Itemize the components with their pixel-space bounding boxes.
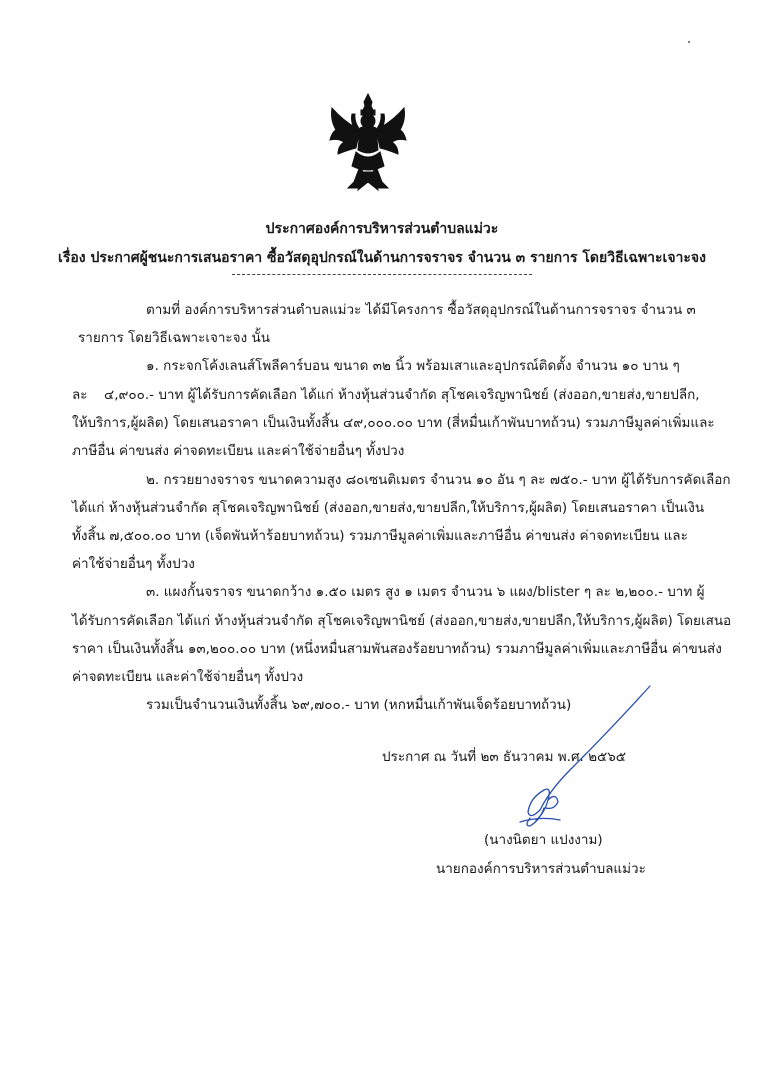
scan-speck (688, 41, 690, 43)
item3-line-4: ค่าจดทะเบียน และค่าใช้จ่ายอื่นๆ ทั้งปวง (72, 669, 304, 685)
signer-name: (นางนิตยา แปงงาม) (484, 832, 603, 848)
item2-line-3: ทั้งสิ้น ๗,๕๐๐.๐๐ บาท (เจ็ดพันห้าร้อยบาทถ้วน) รวมภาษีมูลค่าเพิ่มและภาษีอื่น ค่าขนส่ง ค่าจดทะเบียน และ (72, 528, 688, 544)
item1-line-2: ๔,๙๐๐.- บาท ผู้ได้รับการคัดเลือก ได้แก่ ห้างหุ้นส่วนจำกัด สุโชคเจริญพานิชย์ (ส่งออก,ขายส่ง,ขายปลีก, (104, 387, 700, 403)
item3-line-1: ๓. แผงกั้นจราจร ขนาดกว้าง ๑.๕๐ เมตร สูง ๑ เมตร จำนวน ๖ แผง/blister ๆ ละ ๒,๒๐๐.- บาท ผู้ (146, 584, 705, 600)
document-subject: เรื่อง ประกาศผู้ชนะการเสนอราคา ซื้อวัสดุอุปกรณ์ในด้านการจราจร จำนวน ๓ รายการ โดยวิธีเฉพาะเจาะจง (58, 250, 706, 266)
item2-line-1: ๒. กรวยยางจราจร ขนาดความสูง ๘๐เซนติเมตร จำนวน ๑๐ อัน ๆ ละ ๗๕๐.- บาท ผู้ได้รับการคัดเลือก (146, 472, 731, 488)
signer-title: นายกองค์การบริหารส่วนตำบลแม่วะ (436, 861, 646, 877)
document-title: ประกาศองค์การบริหารส่วนตำบลแม่วะ (265, 221, 499, 237)
intro-line-1: ตามที่ องค์การบริหารส่วนตำบลแม่วะ ได้มีโครงการ ซื้อวัสดุอุปกรณ์ในด้านการจราจร จำนวน ๓ (146, 302, 696, 318)
intro-line-2: รายการ โดยวิธีเฉพาะเจาะจง นั้น (78, 330, 270, 346)
item3-line-2: ได้รับการคัดเลือก ได้แก่ ห้างหุ้นส่วนจำกัด สุโชคเจริญพานิชย์ (ส่งออก,ขายส่ง,ขายปลีก,ให้บริการ,ผู้ผลิต) โดยเสนอ (72, 613, 732, 629)
garuda-emblem-icon (326, 92, 410, 192)
item1-line-3: ให้บริการ,ผู้ผลิต) โดยเสนอราคา เป็นเงินทั้งสิ้น ๔๙,๐๐๐.๐๐ บาท (สี่หมื่นเก้าพันบาทถ้วน) รวมภาษีมูลค่าเพิ่มและ (72, 415, 715, 431)
item1-line-4: ภาษีอื่น ค่าขนส่ง ค่าจดทะเบียน และค่าใช้จ่ายอื่นๆ ทั้งปวง (72, 443, 405, 459)
handwritten-signature (500, 680, 660, 840)
item2-line-4: ค่าใช้จ่ายอื่นๆ ทั้งปวง (72, 556, 195, 572)
item3-line-3: ราคา เป็นเงินทั้งสิ้น ๑๓,๒๐๐.๐๐ บาท (หนึ่งหมื่นสามพันสองร้อยบาทถ้วน) รวมภาษีมูลค่าเพิ่มและภาษีอื่น ค่าขนส่ง (72, 641, 722, 657)
item1-line-2-prefix: ละ (72, 387, 88, 403)
total-line: รวมเป็นจำนวนเงินทั้งสิ้น ๖๙,๗๐๐.- บาท (หกหมื่นเก้าพันเจ็ดร้อยบาทถ้วน) (146, 697, 572, 713)
item1-line-1: ๑. กระจกโค้งเลนส์โพลีคาร์บอน ขนาด ๓๒ นิ้ว พร้อมเสาและอุปกรณ์ติดตั้ง จำนวน ๑๐ บาน ๆ (146, 358, 680, 374)
item2-line-2: ได้แก่ ห้างหุ้นส่วนจำกัด สุโชคเจริญพานิชย์ (ส่งออก,ขายส่ง,ขายปลีก,ให้บริการ,ผู้ผลิต) โดยเสนอราคา เป็นเงิน (72, 500, 705, 516)
dashed-divider (232, 274, 532, 275)
announcement-date: ประกาศ ณ วันที่ ๒๓ ธันวาคม พ.ศ. ๒๕๖๕ (382, 749, 627, 765)
